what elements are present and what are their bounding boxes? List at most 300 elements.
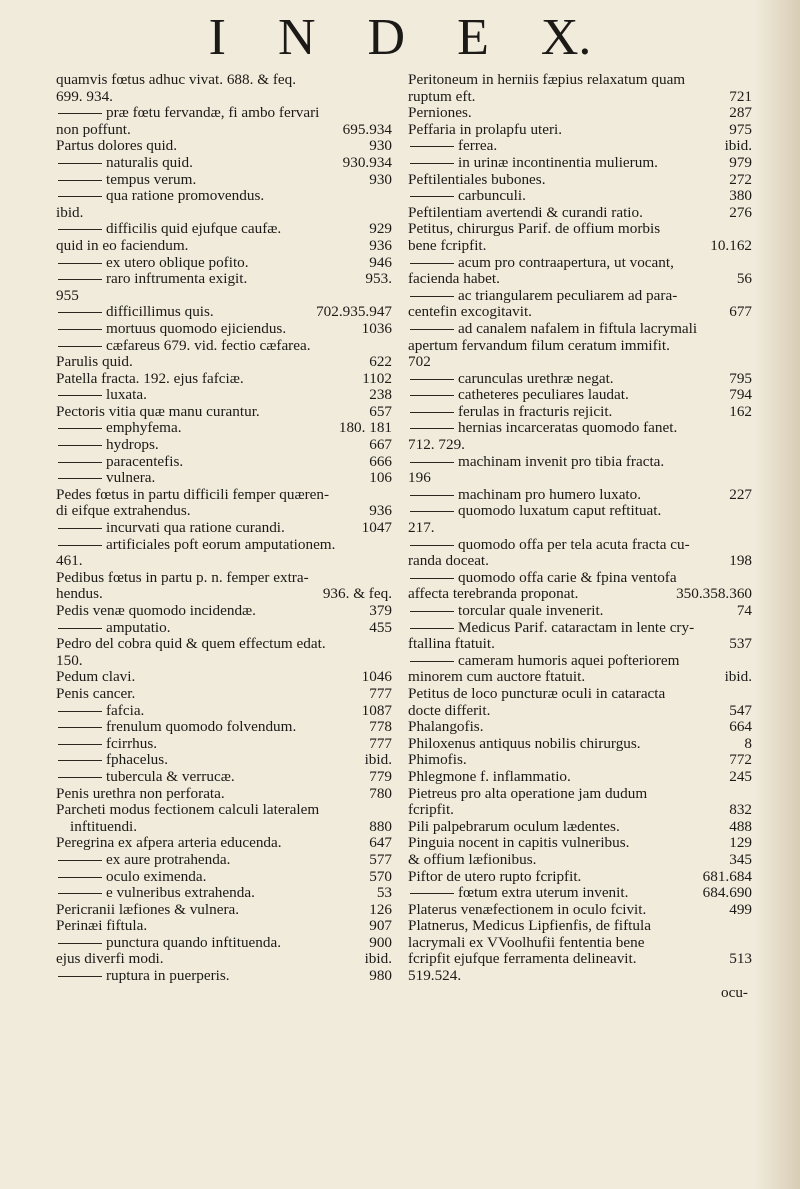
entry-text: affecta terebranda proponat.: [408, 585, 579, 603]
entry-page-ref: 106: [366, 470, 392, 487]
index-entry: [56, 138, 392, 155]
entry-text: centefin excogitavit.: [408, 303, 532, 321]
entry-text: Pili palpebrarum oculum lædentes.: [408, 817, 620, 835]
entry-text: ruptum eft.: [408, 87, 476, 105]
entry-text: Phimofis.: [408, 751, 467, 769]
entry-page-ref: 287: [726, 105, 752, 122]
index-entry: [56, 155, 392, 172]
index-entry: [56, 819, 392, 836]
index-entry: [408, 968, 752, 985]
index-entry: [56, 885, 392, 902]
index-entry: [56, 221, 392, 238]
entry-page-ref: 577: [366, 852, 392, 869]
entry-page-ref: 681.684: [700, 869, 752, 886]
entry-text: Partus dolores quid.: [56, 137, 178, 155]
index-entry: [408, 503, 752, 520]
index-entry: [56, 586, 392, 603]
entry-page-ref: 180. 181: [336, 420, 392, 437]
entry-text: quomodo offa carie & fpina ventofa: [458, 568, 677, 586]
entry-page-ref: 900: [366, 935, 392, 952]
entry-text: hydrops.: [106, 436, 159, 454]
entry-text: punctura quando inftituenda.: [106, 933, 282, 951]
entry-text: frenulum quomodo folvendum.: [106, 718, 297, 736]
entry-text: Platnerus, Medicus Lipfienfis, de fiftula: [408, 917, 651, 935]
entry-page-ref: 778: [366, 719, 392, 736]
entry-text: fafcia.: [106, 701, 145, 719]
index-entry: [56, 387, 392, 404]
index-entry: [408, 205, 752, 222]
entry-text: ibid.: [56, 203, 84, 221]
entry-page-ref: 953.: [362, 271, 392, 288]
index-entry: [408, 603, 752, 620]
entry-page-ref: ibid.: [362, 951, 392, 968]
left-index-column: [56, 72, 392, 985]
entry-text: difficillimus quis.: [106, 303, 214, 321]
index-entry: [408, 769, 752, 786]
index-entry: [408, 338, 752, 355]
entry-page-ref: 975: [726, 122, 752, 139]
index-entry: [408, 221, 752, 238]
entry-text: 699. 934.: [56, 87, 113, 105]
index-entry: [56, 570, 392, 587]
entry-text: bene fcripfit.: [408, 236, 487, 254]
entry-page-ref: 455: [366, 620, 392, 637]
index-entry: [56, 869, 392, 886]
entry-text: Medicus Parif. cataractam in lente cry-: [458, 618, 695, 636]
entry-text: Phalangofis.: [408, 718, 484, 736]
index-entry: [56, 553, 392, 570]
index-entry: [56, 188, 392, 205]
index-entry: [56, 503, 392, 520]
entry-page-ref: 930.934: [340, 155, 392, 172]
index-entry: [408, 686, 752, 703]
index-entry: [56, 420, 392, 437]
index-entry: [408, 255, 752, 272]
entry-page-ref: 777: [366, 736, 392, 753]
entry-page-ref: 667: [366, 437, 392, 454]
index-entry: [408, 420, 752, 437]
entry-text: fcripfit ejufque ferramenta delineavit.: [408, 950, 637, 968]
entry-text: Peftilentiam avertendi & curandi ratio.: [408, 203, 643, 221]
entry-text: acum pro contraapertura, ut vocant,: [458, 253, 674, 271]
index-entry: [408, 951, 752, 968]
entry-page-ref: 53: [374, 885, 392, 902]
entry-text: Perniones.: [408, 104, 472, 122]
entry-text: difficilis quid ejufque caufæ.: [106, 220, 282, 238]
entry-text: lacrymali ex VVoolhufii fententia bene: [408, 933, 645, 951]
index-entry: [408, 89, 752, 106]
index-entry: [408, 487, 752, 504]
entry-text: ferrea.: [458, 137, 498, 155]
entry-text: di eifque extrahendus.: [56, 502, 191, 520]
entry-text: Pedis venæ quomodo incidendæ.: [56, 602, 256, 619]
header-letter: N: [277, 9, 316, 66]
entry-page-ref: 772: [726, 752, 752, 769]
entry-text: docte differit.: [408, 701, 491, 719]
entry-text: ex aure protrahenda.: [106, 850, 231, 868]
entry-text: quamvis fœtus adhuc vivat. 688. & feq.: [56, 71, 297, 88]
index-entry: [56, 852, 392, 869]
entry-page-ref: 513: [726, 951, 752, 968]
entry-text: cæfareus 679. vid. fectio cæfarea.: [106, 336, 311, 354]
entry-text: 150.: [56, 651, 83, 669]
entry-text: carbunculi.: [458, 187, 526, 205]
entry-text: inftituendi.: [70, 817, 138, 835]
entry-text: fcirrhus.: [106, 734, 158, 752]
entry-text: 519.524.: [408, 967, 462, 985]
entry-text: quid in eo faciendum.: [56, 236, 189, 254]
entry-page-ref: 198: [726, 553, 752, 570]
index-entry: [56, 105, 392, 122]
index-entry: [408, 786, 752, 803]
entry-text: luxata.: [106, 386, 147, 404]
index-entry: [408, 653, 752, 670]
entry-page-ref: 622: [366, 354, 392, 371]
entry-text: Platerus venæfectionem in oculo fcivit.: [408, 900, 647, 918]
entry-text: Petitus, chirurgus Parif. de offium morbis: [408, 220, 661, 238]
index-entry: [56, 404, 392, 421]
index-entry: [56, 951, 392, 968]
entry-text: Pietreus pro alta operatione jam dudum: [408, 784, 648, 802]
entry-text: apertum fervandum filum ceratum immifit.: [408, 336, 670, 354]
index-entry: [408, 918, 752, 935]
index-entry: [408, 387, 752, 404]
index-entry: [56, 89, 392, 106]
entry-page-ref: 1102: [359, 371, 392, 388]
entry-text: Phlegmone f. inflammatio.: [408, 767, 571, 785]
entry-page-ref: 380: [726, 188, 752, 205]
entry-page-ref: 980: [366, 968, 392, 985]
header-letter: X.: [540, 9, 592, 66]
index-entry: [56, 520, 392, 537]
entry-text: emphyfema.: [106, 419, 182, 437]
entry-text: catheteres peculiares laudat.: [458, 386, 629, 404]
index-entry: [56, 653, 392, 670]
entry-page-ref: 946: [366, 255, 392, 272]
running-header: [0, 8, 800, 67]
entry-text: ferulas in fracturis rejicit.: [458, 402, 613, 420]
entry-page-ref: 126: [366, 902, 392, 919]
entry-text: raro inftrumenta exigit.: [106, 270, 248, 288]
entry-text: 196: [408, 469, 431, 487]
entry-page-ref: 1036: [359, 321, 392, 338]
entry-text: 712. 729.: [408, 436, 465, 454]
header-letter: D: [367, 9, 406, 66]
index-entry: [408, 553, 752, 570]
entry-text: fœtum extra uterum invenit.: [458, 884, 629, 902]
entry-text: Peffaria in prolapfu uteri.: [408, 120, 563, 138]
entry-page-ref: 907: [366, 918, 392, 935]
entry-text: Pericranii læfiones & vulnera.: [56, 900, 240, 918]
index-entry: [56, 918, 392, 935]
entry-text: Petitus de loco puncturæ oculi in cataracta: [408, 684, 666, 702]
index-entry: [408, 238, 752, 255]
entry-page-ref: 794: [726, 387, 752, 404]
entry-text: hernias incarceratas quomodo fanet.: [458, 419, 678, 437]
index-entry: [408, 122, 752, 139]
entry-page-ref: 936: [366, 503, 392, 520]
index-entry: [56, 935, 392, 952]
entry-page-ref: ibid.: [722, 669, 752, 686]
entry-page-ref: 350.358.360: [673, 586, 752, 603]
index-entry: [408, 105, 752, 122]
index-entry: [56, 802, 392, 819]
entry-text: & offium læfionibus.: [408, 850, 537, 868]
entry-page-ref: 777: [366, 686, 392, 703]
entry-page-ref: 979: [726, 155, 752, 172]
entry-page-ref: 780: [366, 786, 392, 803]
entry-page-ref: 74: [734, 603, 752, 620]
index-entry: [56, 354, 392, 371]
index-entry: [56, 620, 392, 637]
entry-text: Pedum clavi.: [56, 668, 136, 686]
entry-page-ref: 647: [366, 835, 392, 852]
entry-text: paracentefis.: [106, 452, 184, 470]
entry-text: carunculas urethræ negat.: [458, 369, 614, 387]
entry-text: vulnera.: [106, 469, 156, 487]
entry-text: artificiales poft eorum amputationem.: [106, 535, 336, 553]
entry-page-ref: 936: [366, 238, 392, 255]
index-entry: [56, 255, 392, 272]
entry-page-ref: 537: [726, 636, 752, 653]
index-entry: [56, 470, 392, 487]
entry-text: Patella fracta. 192. ejus fafciæ.: [56, 369, 244, 387]
entry-text: Peritoneum in herniis fæpius relaxatum quam: [408, 71, 686, 88]
entry-text: amputatio.: [106, 618, 171, 636]
entry-text: Pinguia nocent in capitis vulneribus.: [408, 834, 630, 852]
entry-text: cameram humoris aquei pofteriorem: [458, 651, 680, 669]
index-entry: [408, 404, 752, 421]
index-entry: [408, 985, 752, 1002]
index-entry: [56, 371, 392, 388]
entry-text: non poffunt.: [56, 120, 131, 138]
index-entry: [408, 869, 752, 886]
index-entry: [56, 321, 392, 338]
index-entry: [408, 703, 752, 720]
entry-page-ref: 272: [726, 172, 752, 189]
index-entry: [408, 321, 752, 338]
index-entry: [56, 786, 392, 803]
entry-text: Penis urethra non perforata.: [56, 784, 225, 802]
entry-text: randa doceat.: [408, 552, 489, 570]
index-entry: [56, 205, 392, 222]
index-entry: [56, 537, 392, 554]
index-entry: [408, 138, 752, 155]
index-entry: [408, 802, 752, 819]
right-index-column: [408, 72, 752, 1001]
entry-text: tempus verum.: [106, 170, 197, 188]
entry-text: oculo eximenda.: [106, 867, 207, 885]
index-entry: [408, 719, 752, 736]
entry-text: ruptura in puerperis.: [106, 967, 230, 985]
entry-text: Pectoris vitia quæ manu curantur.: [56, 402, 260, 420]
entry-text: naturalis quid.: [106, 153, 193, 171]
index-entry: [408, 437, 752, 454]
entry-text: Peregrina ex afpera arteria educenda.: [56, 834, 282, 852]
entry-text: ejus diverfi modi.: [56, 950, 164, 968]
entry-text: 461.: [56, 552, 83, 570]
entry-text: qua ratione promovendus.: [106, 187, 265, 205]
entry-text: e vulneribus extrahenda.: [106, 884, 255, 902]
index-entry: [56, 719, 392, 736]
entry-text: torcular quale invenerit.: [458, 602, 604, 619]
entry-page-ref: 499: [726, 902, 752, 919]
entry-text: incurvati qua ratione curandi.: [106, 519, 285, 537]
entry-page-ref: 238: [366, 387, 392, 404]
index-entry: [408, 371, 752, 388]
entry-page-ref: 10.162: [707, 238, 752, 255]
entry-text: machinam pro humero luxato.: [458, 485, 642, 503]
entry-text: Philoxenus antiquus nobilis chirurgus.: [408, 734, 641, 752]
index-entry: [408, 620, 752, 637]
index-entry: [408, 188, 752, 205]
entry-text: mortuus quomodo ejiciendus.: [106, 319, 287, 337]
page-edge-shading: [754, 0, 800, 1189]
index-entry: [408, 752, 752, 769]
entry-page-ref: 721: [726, 89, 752, 106]
index-entry: [408, 155, 752, 172]
index-entry: [408, 271, 752, 288]
entry-page-ref: 1046: [359, 669, 392, 686]
index-entry: [56, 835, 392, 852]
entry-text: Pedes fœtus in partu difficili femper quæren-: [56, 485, 330, 503]
entry-page-ref: 488: [726, 819, 752, 836]
index-entry: [408, 288, 752, 305]
entry-page-ref: 162: [726, 404, 752, 421]
index-entry: [408, 669, 752, 686]
index-entry: [56, 304, 392, 321]
index-entry: [56, 669, 392, 686]
entry-page-ref: 695.934: [340, 122, 392, 139]
entry-page-ref: 779: [366, 769, 392, 786]
entry-page-ref: 666: [366, 454, 392, 471]
index-entry: [56, 437, 392, 454]
index-entry: [56, 636, 392, 653]
entry-text: 217.: [408, 519, 435, 537]
entry-page-ref: 345: [726, 852, 752, 869]
index-entry: [408, 736, 752, 753]
entry-text: quomodo offa per tela acuta fracta cu-: [458, 535, 690, 553]
entry-text: Pedro del cobra quid & quem effectum edat.: [56, 635, 326, 653]
index-entry: [56, 238, 392, 255]
entry-text: Piftor de utero rupto fcripfit.: [408, 867, 582, 885]
index-entry: [56, 271, 392, 288]
entry-page-ref: 245: [726, 769, 752, 786]
entry-text: Peftilentiales bubones.: [408, 170, 546, 188]
entry-text: Parcheti modus fectionem calculi lateralem: [56, 801, 320, 819]
index-entry: [408, 470, 752, 487]
index-entry: [56, 603, 392, 620]
index-entry: [56, 736, 392, 753]
index-entry: [56, 902, 392, 919]
entry-text: hendus.: [56, 585, 103, 603]
entry-text: machinam invenit pro tibia fracta.: [458, 452, 665, 470]
entry-page-ref: 684.690: [700, 885, 752, 902]
entry-page-ref: 129: [726, 835, 752, 852]
entry-text: ftallina ftatuit.: [408, 635, 495, 653]
index-entry: [408, 935, 752, 952]
entry-text: ac triangularem peculiarem ad para-: [458, 286, 678, 304]
entry-page-ref: 276: [726, 205, 752, 222]
entry-page-ref: 657: [366, 404, 392, 421]
entry-text: ocu-: [721, 983, 748, 1001]
index-entry: [408, 902, 752, 919]
index-entry: [408, 304, 752, 321]
entry-text: 702: [408, 353, 431, 371]
index-entry: [56, 752, 392, 769]
entry-text: 955: [56, 286, 79, 304]
index-entry: [56, 703, 392, 720]
entry-page-ref: 664: [726, 719, 752, 736]
entry-text: ad canalem nafalem in fiftula lacrymali: [458, 319, 698, 337]
index-entry: [408, 835, 752, 852]
index-entry: [56, 454, 392, 471]
entry-page-ref: 929: [366, 221, 392, 238]
entry-text: fphacelus.: [106, 751, 168, 769]
index-entry: [408, 454, 752, 471]
index-entry: [408, 570, 752, 587]
index-entry: [408, 72, 752, 89]
entry-text: præ fœtu fervandæ, fi ambo fervari: [106, 104, 320, 122]
header-letter: E: [457, 9, 489, 66]
index-entry: [408, 520, 752, 537]
entry-page-ref: 880: [366, 819, 392, 836]
entry-text: Penis cancer.: [56, 684, 136, 702]
index-entry: [56, 769, 392, 786]
entry-text: in urinæ incontinentia mulierum.: [458, 153, 658, 171]
index-entry: [408, 636, 752, 653]
entry-page-ref: 936. & feq.: [320, 586, 392, 603]
index-entry: [408, 172, 752, 189]
entry-text: fcripfit.: [408, 801, 454, 819]
entry-text: facienda habet.: [408, 270, 500, 288]
index-entry: [408, 885, 752, 902]
entry-page-ref: 795: [726, 371, 752, 388]
entry-text: quomodo luxatum caput reftituat.: [458, 502, 662, 520]
entry-page-ref: 1087: [359, 703, 392, 720]
entry-text: tubercula & verrucæ.: [106, 767, 235, 785]
index-entry: [56, 968, 392, 985]
entry-page-ref: 930: [366, 172, 392, 189]
index-entry: [408, 537, 752, 554]
entry-page-ref: 8: [741, 736, 752, 753]
entry-page-ref: 570: [366, 869, 392, 886]
index-entry: [408, 586, 752, 603]
index-entry: [408, 852, 752, 869]
entry-page-ref: 56: [734, 271, 752, 288]
index-entry: [56, 122, 392, 139]
entry-page-ref: ibid.: [362, 752, 392, 769]
header-letter: I: [208, 9, 226, 66]
entry-page-ref: 379: [366, 603, 392, 620]
entry-text: ex utero oblique pofito.: [106, 253, 249, 271]
index-entry: [56, 288, 392, 305]
index-entry: [56, 686, 392, 703]
entry-page-ref: 832: [726, 802, 752, 819]
entry-page-ref: 227: [726, 487, 752, 504]
entry-page-ref: 930: [366, 138, 392, 155]
index-entry: [56, 172, 392, 189]
entry-page-ref: ibid.: [722, 138, 752, 155]
entry-text: minorem cum auctore ftatuit.: [408, 668, 586, 686]
index-entry: [408, 819, 752, 836]
entry-text: Pedibus fœtus in partu p. n. femper extra-: [56, 568, 309, 586]
entry-text: Perinæi fiftula.: [56, 917, 148, 935]
entry-page-ref: 547: [726, 703, 752, 720]
entry-page-ref: 702.935.947: [313, 304, 392, 321]
entry-page-ref: 677: [726, 304, 752, 321]
index-entry: [56, 72, 392, 89]
